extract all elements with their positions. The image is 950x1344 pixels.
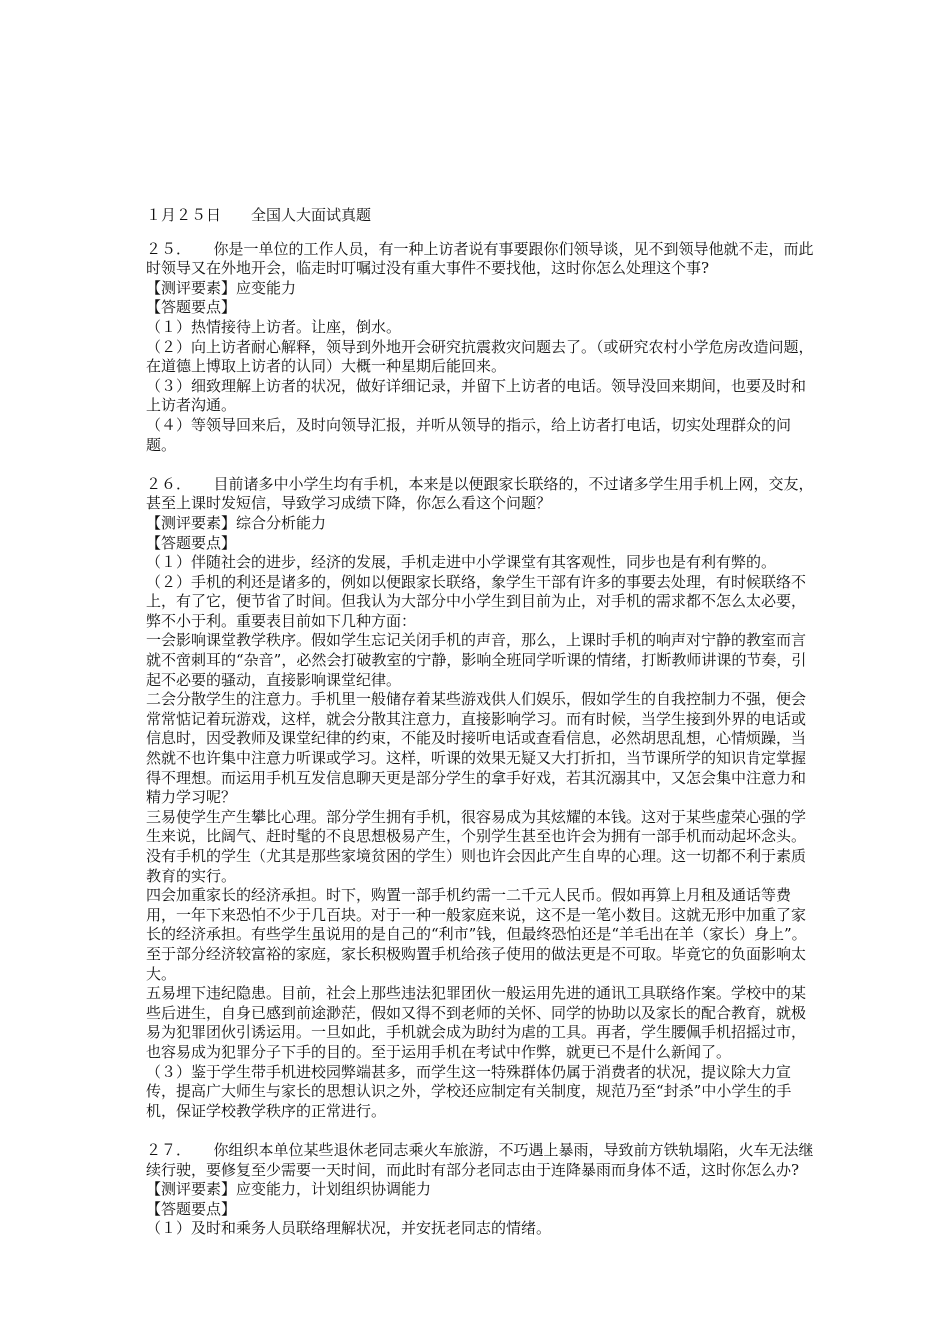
question-text	[146, 240, 816, 279]
document-body	[146, 206, 816, 1258]
document-date: １月２５日	[146, 206, 222, 224]
document-heading	[146, 206, 816, 226]
question-body: 目前诸多中小学生均有手机，本来是以便跟家长联络的，不过诸多学生用手机上网，交友，甚至上课时发短信，导致学习成绩下降，你怎么看这个问题？	[146, 474, 814, 513]
eval-label: 【测评要素】综合分析能力	[146, 513, 327, 532]
document-title: 全国人大面试真题	[251, 206, 372, 224]
points-label: 【答题要点】	[146, 1199, 237, 1218]
question-block	[146, 240, 816, 456]
question-block	[146, 1141, 816, 1239]
answer-point: （２）向上访者耐心解释，领导到外地开会研究抗震救灾问题去了。（或研究农村小学危房改造问题，在道德上博取上访者的认同）大概一种星期后能回来。	[146, 337, 814, 376]
answer-point: （１）伴随社会的进步，经济的发展，手机走进中小学课堂有其客观性，同步也是有利有弊的。	[146, 553, 777, 572]
answer-point: 三易使学生产生攀比心理。部分学生拥有手机，很容易成为其炫耀的本钱。这对于某些虚荣心强的学生来说，比阔气、赶时髦的不良思想极易产生，个别学生甚至也许会为拥有一部手机而动起坏念头。没有手机的学生（尤其是那些家境贫困的学生）则也许会因此产生自卑的心理。这一切都不利于素质教育的实行。	[146, 807, 807, 885]
answer-point: 五易埋下违纪隐患。目前，社会上那些违法犯罪团伙一般运用先进的通讯工具联络作案。学校中的某些后进生，自身已感到前途渺茫，假如又得不到老师的关怀、同学的协助以及家长的配合教育，就极易为犯罪团伙引诱运用。一旦如此，手机就会成为助纣为虐的工具。再者，学生腰佩手机招摇过市，也容易成为犯罪分子下手的目的。至于运用手机在考试中作弊，就更已不是什么新闻了。	[146, 984, 807, 1061]
question-number: ２７．	[146, 1140, 192, 1159]
eval-label: 【测评要素】应变能力	[146, 278, 297, 297]
answer-point: （１）热情接待上访者。让座，倒水。	[146, 317, 402, 336]
points-label: 【答题要点】	[146, 298, 237, 317]
answer-point: （４）等领导回来后，及时向领导汇报，并听从领导的指示，给上访者打电话，切实处理群众的问题。	[146, 415, 792, 454]
question-block	[146, 475, 816, 1122]
question-number: ２６．	[146, 474, 192, 493]
answer-point: （３）细致理解上访者的状况，做好详细记录，并留下上访者的电话。领导没回来期间，也要及时和上访者沟通。	[146, 376, 807, 415]
question-number: ２５．	[146, 239, 192, 258]
points-label: 【答题要点】	[146, 533, 237, 552]
question-body: 你是一单位的工作人员，有一种上访者说有事要跟你们领导谈，见不到领导他就不走，而此时领导又在外地开会，临走时叮嘱过没有重大事件不要找他，这时你怎么处理这个事?	[146, 239, 814, 278]
answer-point: （３）鉴于学生带手机进校园弊端甚多，而学生这一特殊群体仍属于消费者的状况，提议除大力宣传，提高广大师生与家长的思想认识之外，学校还应制定有关制度，规范乃至“封杀”中小学生的手机，保证学校教学秩序的正常进行。	[146, 1062, 792, 1120]
answer-point: （１）及时和乘务人员联络理解状况，并安抚老同志的情绪。	[146, 1219, 552, 1238]
eval-label: 【测评要素】应变能力，计划组织协调能力	[146, 1180, 432, 1199]
question-text	[146, 475, 816, 514]
answer-point: 四会加重家长的经济承担。时下，购置一部手机约需一二千元人民币。假如再算上月租及通话等费用，一年下来恐怕不少于几百块。对于一种一般家庭来说，这不是一笔小数目。这就无形中加重了家长的经济承担。有些学生虽说用的是自己的“利市”钱，但最终恐怕还是“羊毛出在羊（家长）身上”。至于部分经济较富裕的家庭，家长积极购置手机给孩子使用的做法更是不可取。毕竟它的负面影响太大。	[146, 886, 807, 983]
question-body: 你组织本单位某些退休老同志乘火车旅游，不巧遇上暴雨，导致前方铁轨塌陷，火车无法继续行驶，要修复至少需要一天时间，而此时有部分老同志由于连降暴雨而身体不适，这时你怎么办?	[146, 1140, 814, 1179]
answer-point: 一会影响课堂教学秩序。假如学生忘记关闭手机的声音，那么，上课时手机的响声对宁静的教室而言就不啻刺耳的“杂音”，必然会打破教室的宁静，影响全班同学听课的情绪，打断教师讲课的节奏，引起不必要的骚动，直接影响课堂纪律。	[146, 631, 807, 689]
answer-point: （２）手机的利还是诸多的，例如以便跟家长联络，象学生干部有许多的事要去处理，有时候联络不上，有了它，便节省了时间。但我认为大部分中小学生到目前为止，对手机的需求都不怎么太必要，弊不小于利。重要表目前如下几种方面：	[146, 572, 807, 630]
answer-point: 二会分散学生的注意力。手机里一般储存着某些游戏供人们娱乐，假如学生的自我控制力不强，便会常常惦记着玩游戏，这样，就会分散其注意力，直接影响学习。而有时候，当学生接到外界的电话或信息时，因受教师及课堂纪律的约束，不能及时接听电话或查看信息，必然胡思乱想，心情烦躁，当然就不也许集中注意力听课或学习。这样，听课的效果无疑又大打折扣，当节课所学的知识肯定掌握得不理想。而运用手机互发信息聊天更是部分学生的拿手好戏，若其沉溺其中，又怎会集中注意力和精力学习呢？	[146, 690, 807, 807]
question-text	[146, 1141, 816, 1180]
